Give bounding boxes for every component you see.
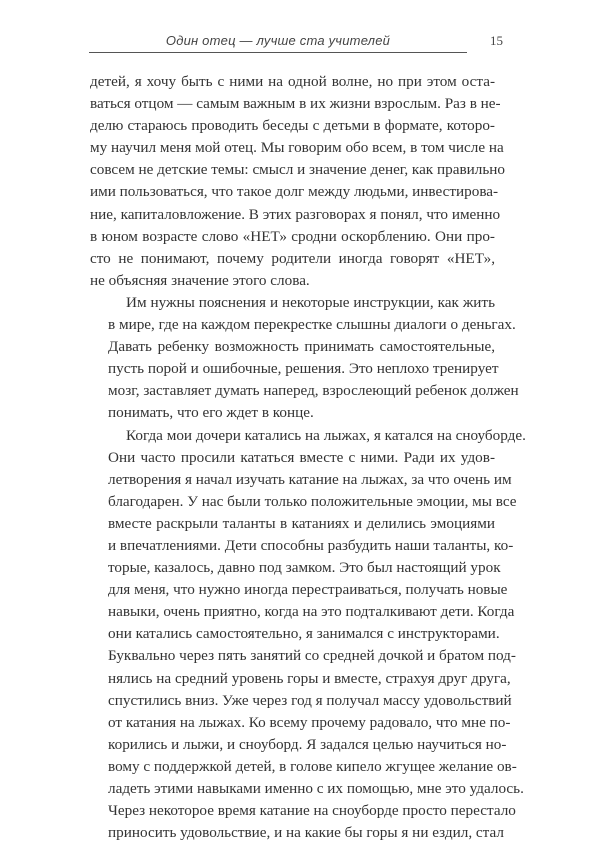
text-line: ими пользоваться, что такое долг между людьми, инвестирова-	[90, 181, 495, 203]
text-line: в мире, где на каждом перекрестке слышны диалоги о деньгах.	[90, 314, 495, 336]
text-line: не объясняя значение этого слова.	[90, 270, 495, 292]
text-line: приносить удовольствие, и на какие бы горы я ни ездил, стал	[90, 822, 495, 844]
text-line: от катания на лыжах. Ко всему прочему радовало, что мне по-	[90, 712, 495, 734]
text-line: мозг, заставляет думать наперед, взрослеющий ребенок должен	[90, 380, 495, 402]
running-header	[89, 24, 467, 53]
text-line: Когда мои дочери катались на лыжах, я катался на сноуборде.	[90, 425, 495, 447]
text-line: в юном возрасте слово «НЕТ» сродни оскорблению. Они про-	[90, 226, 495, 248]
text-line: Через некоторое время катание на сноуборде просто перестало	[90, 800, 495, 822]
text-line: детей, я хочу быть с ними на одной волне, но при этом оста-	[90, 71, 495, 93]
paragraph	[90, 425, 495, 844]
text-line: сто не понимают, почему родители иногда говорят «НЕТ»,	[90, 248, 495, 270]
text-line: делю стараюсь проводить беседы с детьми в формате, которо-	[90, 115, 495, 137]
text-line: они катались самостоятельно, я занимался с инструкторами.	[90, 623, 495, 645]
text-line: навыки, очень приятно, когда на это подталкивают дети. Когда	[90, 601, 495, 623]
text-line: спустились вниз. Уже через год я получал массу удовольствий	[90, 690, 495, 712]
text-line: вому с поддержкой детей, в голове кипело жгущее желание ов-	[90, 756, 495, 778]
text-line: Им нужны пояснения и некоторые инструкции, как жить	[90, 292, 495, 314]
page-number: 15	[490, 33, 503, 49]
text-line: Давать ребенку возможность принимать самостоятельные,	[90, 336, 495, 358]
text-line: ладеть этими навыками именно с их помощью, мне это удалось.	[90, 778, 495, 800]
paragraph	[90, 292, 495, 425]
text-line: Буквально через пять занятий со средней дочкой и братом под-	[90, 645, 495, 667]
text-line: торые, казалось, давно под замком. Это был настоящий урок	[90, 557, 495, 579]
text-line: ваться отцом — самым важным в их жизни взрослым. Раз в не-	[90, 93, 495, 115]
text-line: ние, капиталовложение. В этих разговорах я понял, что именно	[90, 204, 495, 226]
text-line: му научил меня мой отец. Мы говорим обо всем, в том числе на	[90, 137, 495, 159]
text-line: совсем не детские темы: смысл и значение денег, как правильно	[90, 159, 495, 181]
text-line: для меня, что нужно иногда перестраиваться, получать новые	[90, 579, 495, 601]
text-line: понимать, что его ждет в конце.	[90, 402, 495, 424]
paragraph	[90, 71, 495, 292]
text-line: и впечатлениями. Дети способны разбудить наши таланты, ко-	[90, 535, 495, 557]
text-line: благодарен. У нас были только положительные эмоции, мы все	[90, 491, 495, 513]
text-line: пусть порой и ошибочные, решения. Это неплохо тренирует	[90, 358, 495, 380]
body-text	[90, 71, 495, 844]
text-line: нялись на средний уровень горы и вместе, страхуя друг друга,	[90, 668, 495, 690]
running-title: Один отец — лучше ста учителей	[89, 33, 467, 48]
text-line: летворения я начал изучать катание на лыжах, за что очень им	[90, 469, 495, 491]
text-line: вместе раскрыли таланты в катаниях и делились эмоциями	[90, 513, 495, 535]
text-line: корились и лыжи, и сноуборд. Я задался целью научиться но-	[90, 734, 495, 756]
text-line: Они часто просили кататься вместе с ними. Ради их удов-	[90, 447, 495, 469]
